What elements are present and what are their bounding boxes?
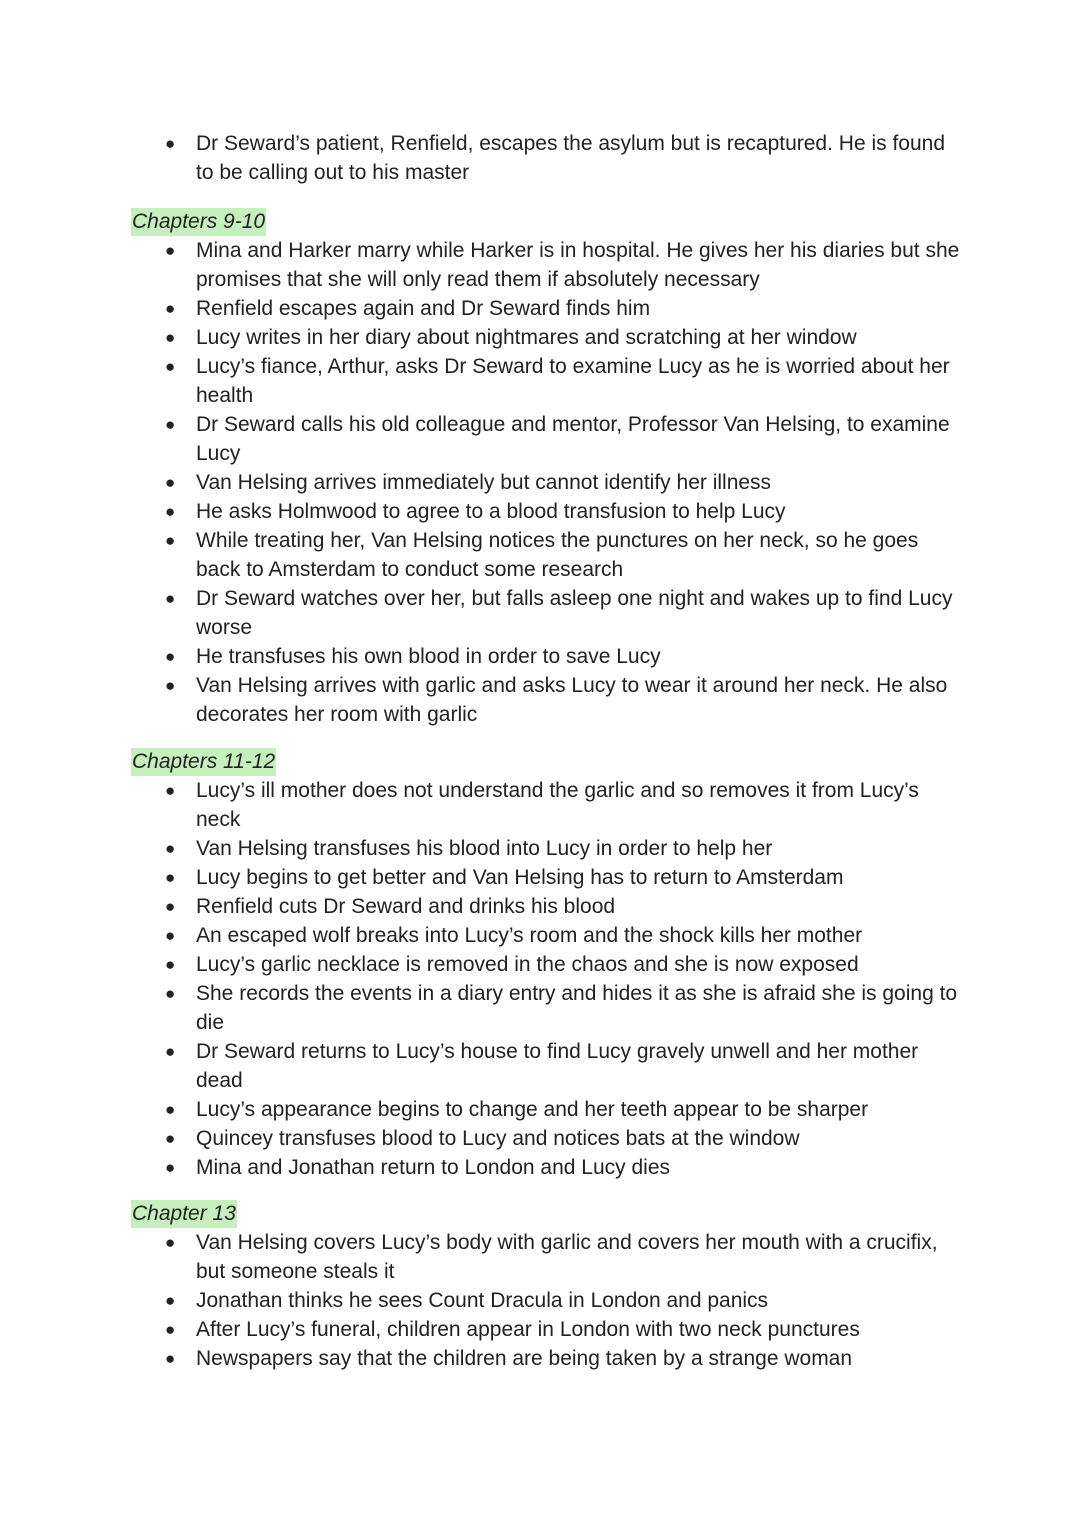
list-item: ● Lucy begins to get better and Van Helsing has to return to Amsterdam (131, 863, 961, 892)
bullet-list (131, 1228, 961, 1373)
list-item: ● Van Helsing covers Lucy’s body with garlic and covers her mouth with a crucifix, but someone steals it (131, 1228, 961, 1286)
list-item: ● Lucy’s garlic necklace is removed in the chaos and she is now exposed (131, 950, 961, 979)
list-item: ● Lucy writes in her diary about nightmares and scratching at her window (131, 323, 961, 352)
list-item: ● Jonathan thinks he sees Count Dracula in London and panics (131, 1286, 961, 1315)
list-item: ● Van Helsing arrives with garlic and asks Lucy to wear it around her neck. He also decorates her room with garlic (131, 671, 961, 729)
section-chapter-13 (131, 1200, 961, 1373)
list-item: ● Dr Seward calls his old colleague and mentor, Professor Van Helsing, to examine Lucy (131, 410, 961, 468)
list-item: ● Mina and Jonathan return to London and Lucy dies (131, 1153, 961, 1182)
bullet-list (131, 776, 961, 1182)
intro-bullet-list (131, 129, 961, 187)
list-item: ● Dr Seward returns to Lucy’s house to find Lucy gravely unwell and her mother dead (131, 1037, 961, 1095)
list-item: ● Renfield cuts Dr Seward and drinks his blood (131, 892, 961, 921)
intro-section (131, 129, 961, 187)
section-heading: Chapter 13 (131, 1200, 237, 1228)
list-item: ● Van Helsing arrives immediately but cannot identify her illness (131, 468, 961, 497)
list-item: ● Quincey transfuses blood to Lucy and notices bats at the window (131, 1124, 961, 1153)
section-heading: Chapters 11-12 (131, 748, 276, 776)
list-item: ● He asks Holmwood to agree to a blood transfusion to help Lucy (131, 497, 961, 526)
list-item: ● She records the events in a diary entry and hides it as she is afraid she is going to die (131, 979, 961, 1037)
list-item: ● Lucy’s fiance, Arthur, asks Dr Seward to examine Lucy as he is worried about her health (131, 352, 961, 410)
list-item: ● Lucy’s appearance begins to change and her teeth appear to be sharper (131, 1095, 961, 1124)
list-item: ● Lucy’s ill mother does not understand the garlic and so removes it from Lucy’s neck (131, 776, 961, 834)
bullet-list (131, 236, 961, 729)
list-item: ● He transfuses his own blood in order to save Lucy (131, 642, 961, 671)
list-item: ● Renfield escapes again and Dr Seward finds him (131, 294, 961, 323)
list-item: ● Dr Seward watches over her, but falls asleep one night and wakes up to find Lucy worse (131, 584, 961, 642)
list-item: ● An escaped wolf breaks into Lucy’s room and the shock kills her mother (131, 921, 961, 950)
list-item: ● After Lucy’s funeral, children appear in London with two neck punctures (131, 1315, 961, 1344)
list-item: ● Van Helsing transfuses his blood into Lucy in order to help her (131, 834, 961, 863)
list-item: ● Newspapers say that the children are being taken by a strange woman (131, 1344, 961, 1373)
section-heading: Chapters 9-10 (131, 208, 266, 236)
list-item: ● Mina and Harker marry while Harker is in hospital. He gives her his diaries but she promises that she will only read them if absolutely necessary (131, 236, 961, 294)
list-item: ● Dr Seward’s patient, Renfield, escapes the asylum but is recaptured. He is found to be calling out to his master (131, 129, 961, 187)
section-chapters-11-12 (131, 748, 961, 1182)
list-item: ● While treating her, Van Helsing notices the punctures on her neck, so he goes back to Amsterdam to conduct some research (131, 526, 961, 584)
section-chapters-9-10 (131, 208, 961, 729)
